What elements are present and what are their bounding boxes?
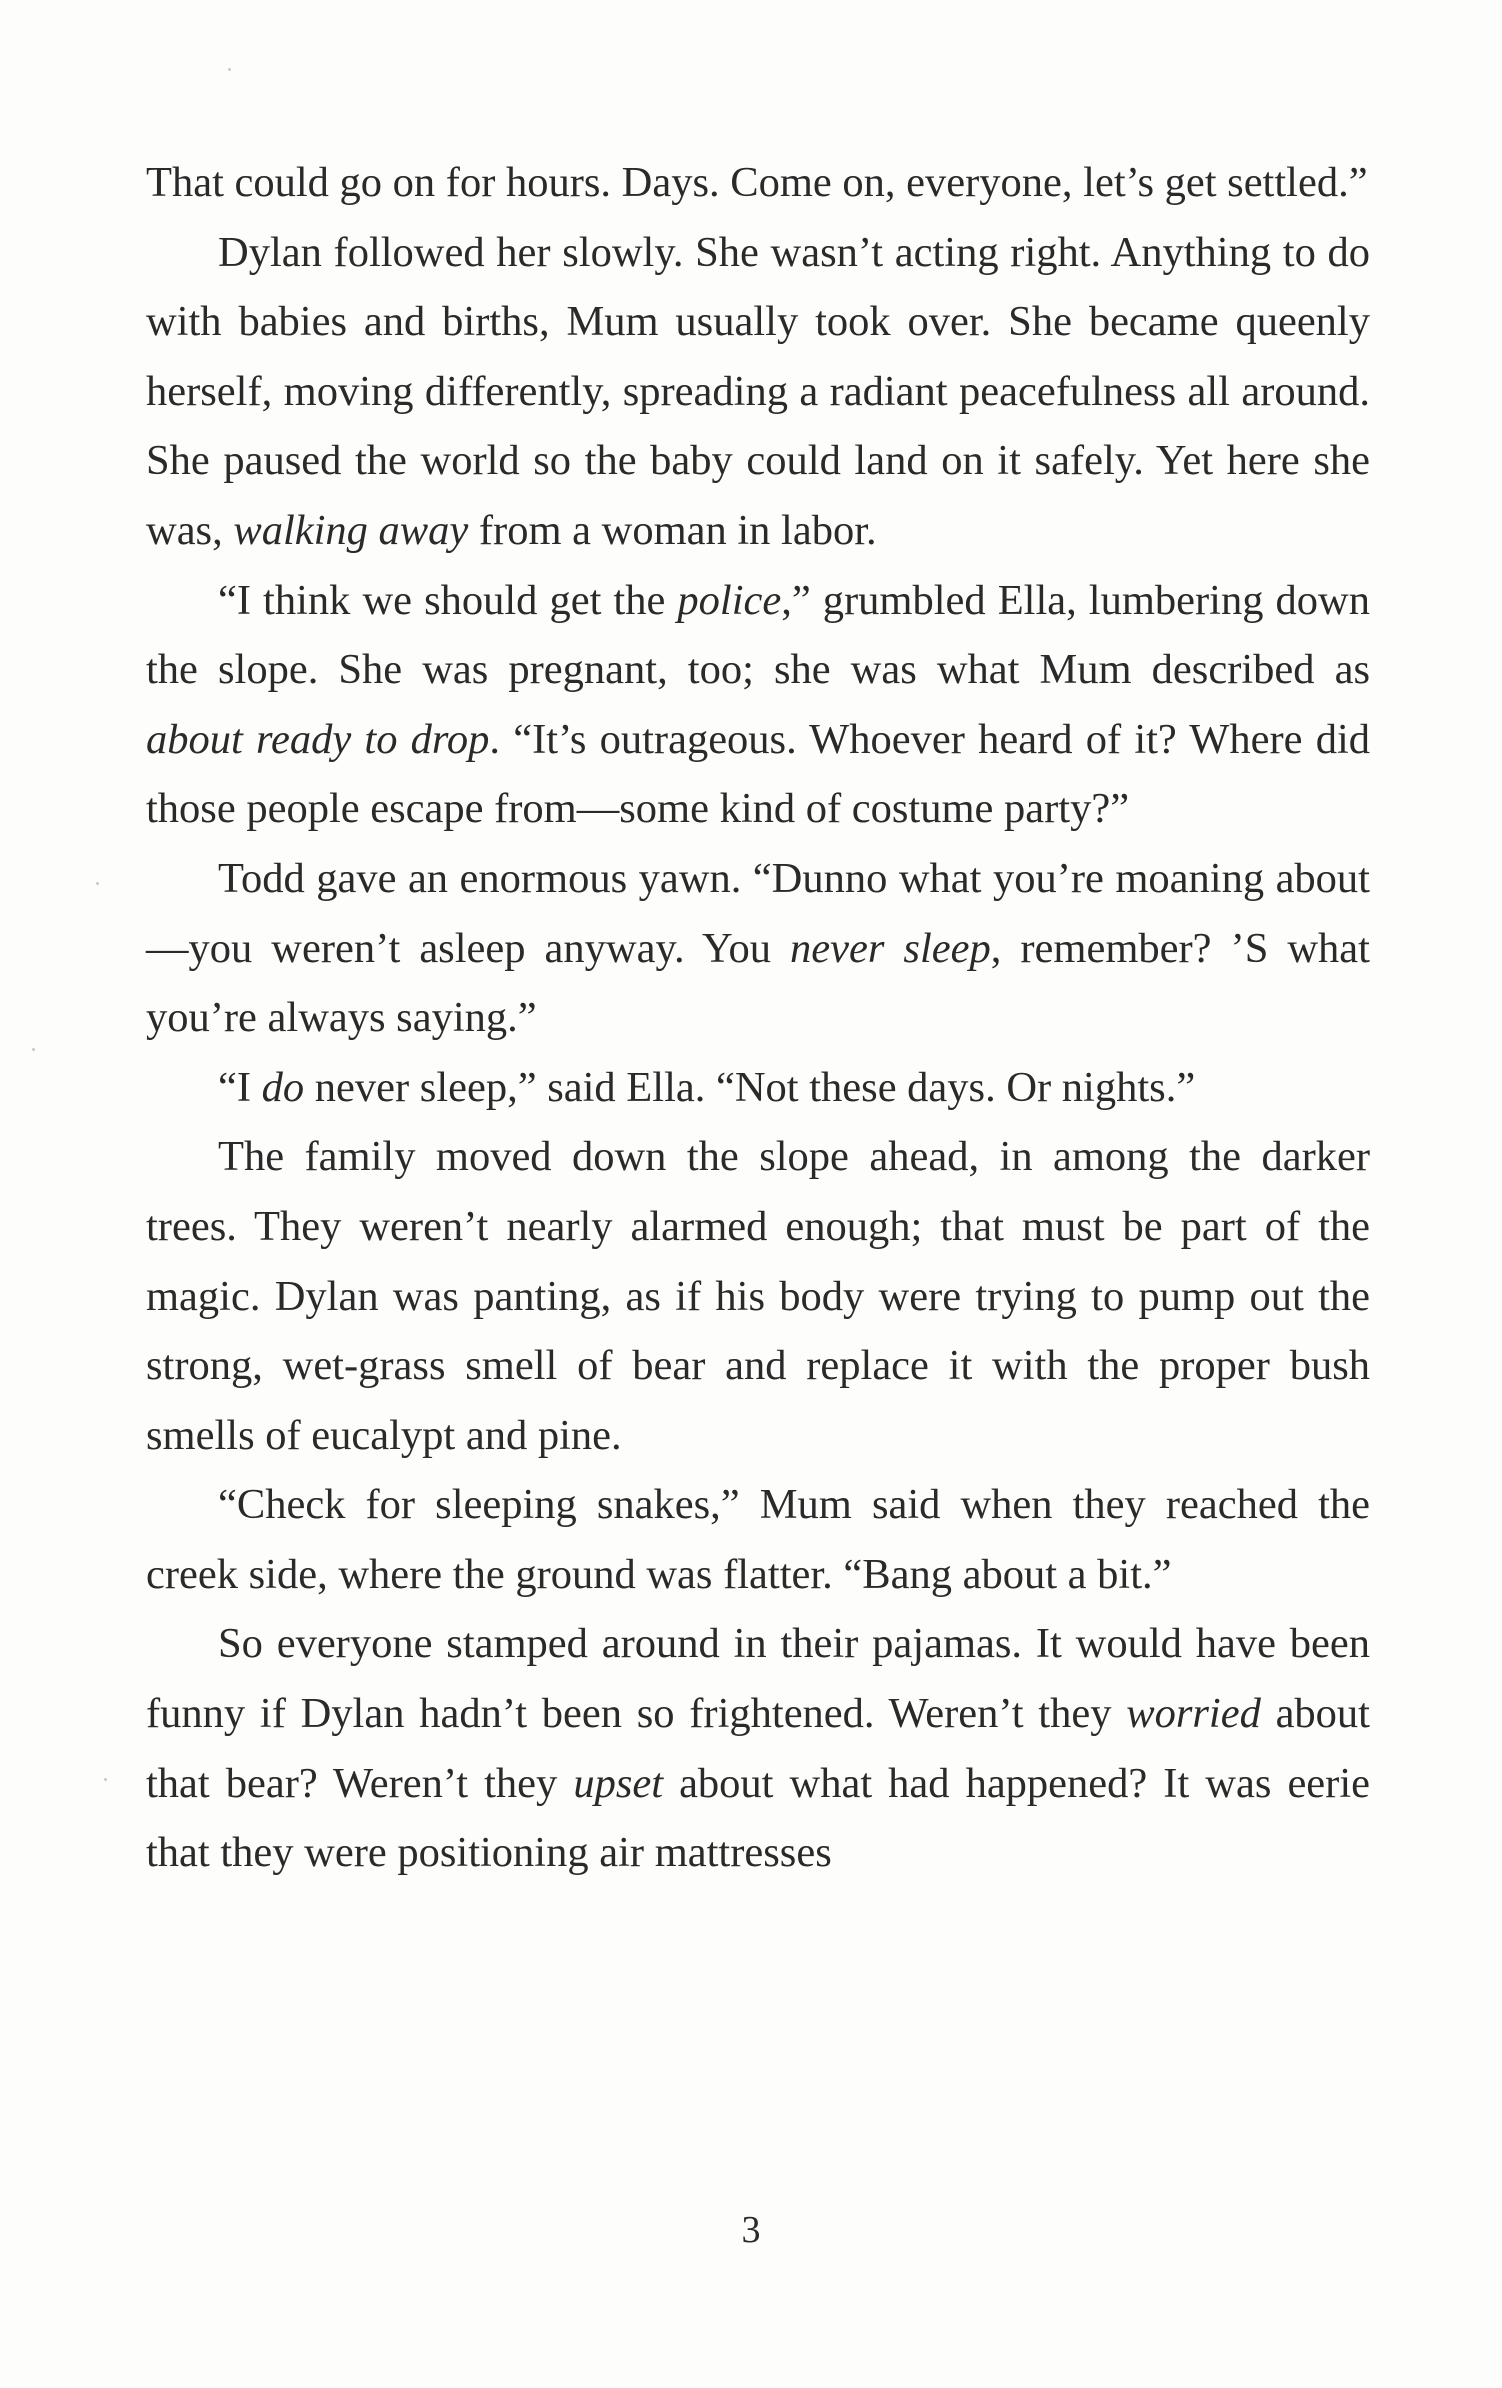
italic-text: upset — [573, 1759, 664, 1807]
scan-speck — [32, 1048, 35, 1051]
text-run: That could go on for hours. Days. Come on, everyone, let’s get settled.” — [146, 159, 1368, 206]
text-run: ,” grumbled Ella, lumbering down the slope. She was pregnant, too; she was what Mum described as — [146, 576, 1370, 694]
paragraph — [146, 1609, 1370, 1887]
text-run: about what had happened? It was eerie that they were positioning air mattresses — [146, 1759, 1370, 1877]
text-run: , remember? ’S what you’re always saying.” — [146, 924, 1370, 1042]
text-run: So everyone stamped around in their pajamas. It would have been funny if Dylan hadn’t been so frightened. Weren’t they — [146, 1620, 1370, 1738]
text-run: “I — [218, 1063, 262, 1111]
text-run: Dylan followed her slowly. She wasn’t acting right. Anything to do with babies and births, Mum usually took over. She became queenly herself, moving differently, spreading a radiant peacefulness all around. She paused the world so the baby could land on it safely. Yet here she was, — [146, 228, 1370, 554]
paragraph — [146, 218, 1370, 566]
italic-text: walking away — [233, 506, 469, 554]
italic-text: police — [677, 576, 782, 624]
italic-text: about ready to drop — [146, 715, 490, 763]
italic-text: worried — [1126, 1690, 1261, 1738]
text-run: The family moved down the slope ahead, in among the darker trees. They weren’t nearly alarmed enough; that must be part of the magic. Dylan was panting, as if his body were trying to pump out the strong, wet-grass smell of bear and replace it with the proper bush smells of eucalypt and pine. — [146, 1133, 1370, 1459]
scan-speck — [96, 882, 99, 885]
text-run: . “It’s outrageous. Whoever heard of it? Where did those people escape from—some kind of costume party?” — [146, 715, 1370, 833]
scan-speck — [228, 68, 231, 71]
paragraph — [146, 1122, 1370, 1470]
text-run: never sleep,” said Ella. “Not these days. Or nights.” — [304, 1063, 1196, 1111]
text-run: Todd gave an enormous yawn. “Dunno what you’re moaning about—you weren’t asleep anyway. You — [146, 854, 1370, 972]
italic-text: do — [261, 1063, 305, 1111]
text-run: about that bear? Weren’t they — [146, 1690, 1370, 1807]
body-text — [146, 148, 1370, 1888]
italic-text: never sleep — [790, 924, 991, 972]
paragraph — [146, 1053, 1370, 1123]
text-run: “Check for sleeping snakes,” Mum said when they reached the creek side, where the ground was flatter. “Bang about a bit.” — [146, 1481, 1370, 1598]
paragraph — [146, 566, 1370, 844]
text-run: “I think we should get the — [218, 576, 678, 624]
paragraph — [146, 844, 1370, 1053]
text-run: from a woman in labor. — [468, 506, 877, 554]
paragraph — [146, 1470, 1370, 1609]
page-number: 3 — [741, 2209, 761, 2251]
paragraph — [146, 148, 1370, 218]
scan-speck — [104, 1778, 107, 1781]
